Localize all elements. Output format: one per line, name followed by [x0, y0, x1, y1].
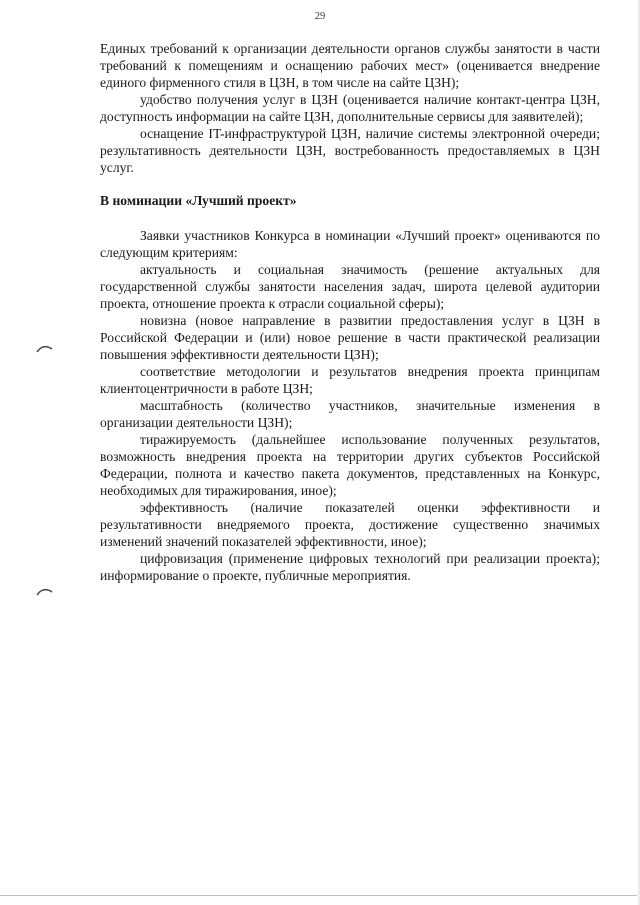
section-heading: В номинации «Лучший проект» — [100, 193, 297, 208]
intro-paragraph: Единых требований к организации деятельности органов службы занятости в части требований к помещениям и оснащению рабочих мест» (оценивается внедрение единого фирменного стиля в ЦЗН, в том числе на сайте ЦЗН); — [100, 41, 600, 90]
criterion-item: соответствие методологии и результатов внедрения проекта принципам клиентоцентричности в работе ЦЗН; — [100, 364, 600, 396]
intro-paragraph: оснащение IT-инфраструктурой ЦЗН, наличие системы электронной очереди; результативность деятельности ЦЗН, востребованность предоставляемых в ЦЗН услуг. — [100, 126, 600, 175]
criterion-item: тиражируемость (дальнейшее использование полученных результатов, возможность внедрения проекта на территории других субъектов Российской Федерации, полнота и качество пакета документов, представленных на Конкурс, необходимых для тиражирования, иное); — [100, 432, 600, 498]
criterion-item: масштабность (количество участников, значительные изменения в организации деятельности ЦЗН); — [100, 398, 600, 430]
criterion-item: эффективность (наличие показателей оценки эффективности и результативности внедряемого проекта, достижение существенно значимых изменений значений показателей эффективности, иное); — [100, 500, 600, 549]
document-body — [100, 40, 600, 584]
hole-punch-mark-icon — [36, 586, 54, 596]
section-lead: Заявки участников Конкурса в номинации «Лучший проект» оцениваются по следующим критериям: — [100, 228, 600, 260]
page-number: 29 — [314, 11, 326, 22]
criterion-item: новизна (новое направление в развитии предоставления услуг в ЦЗН в Российской Федерации и (или) новое решение в части практической реализации повышения эффективности деятельности ЦЗН); — [100, 313, 600, 362]
hole-punch-mark-icon — [36, 343, 54, 353]
intro-paragraph: удобство получения услуг в ЦЗН (оценивается наличие контакт-центра ЦЗН, доступность информации на сайте ЦЗН, дополнительные сервисы для заявителей); — [100, 92, 600, 124]
criterion-item: актуальность и социальная значимость (решение актуальных для государственной службы занятости населения задач, широта целевой аудитории проекта, отношение проекта к отрасли социальной сферы); — [100, 262, 600, 311]
criterion-item: цифровизация (применение цифровых технологий при реализации проекта); информирование о проекте, публичные мероприятия. — [100, 551, 600, 583]
page-bottom-edge — [0, 895, 640, 896]
